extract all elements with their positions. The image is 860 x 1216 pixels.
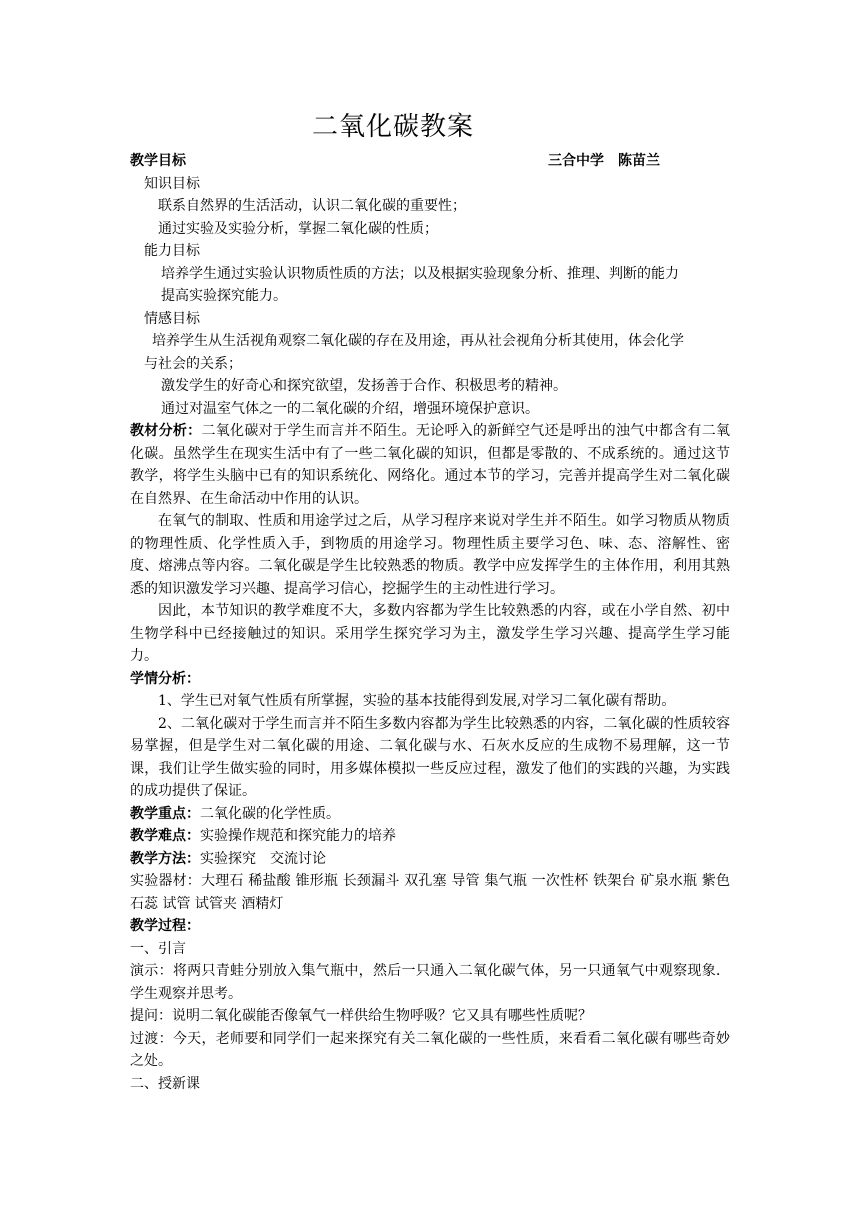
difficulty-line bbox=[130, 825, 730, 848]
school-author: 三合中学 陈苗兰 bbox=[548, 153, 660, 169]
material-analysis-paragraph-1 bbox=[130, 420, 730, 510]
emotion-item-1b: 与社会的关系； bbox=[144, 355, 242, 372]
ability-item-1b: 提高实验探究能力。 bbox=[161, 288, 287, 304]
section-introduction: 一、引言 bbox=[130, 940, 186, 957]
difficulty-label: 教学难点： bbox=[130, 828, 200, 844]
method-label: 教学方法： bbox=[130, 850, 200, 867]
material-analysis-label: 教材分析： bbox=[130, 423, 202, 439]
knowledge-item-1: 联系自然界的生活活动，认识二氧化碳的重要性； bbox=[158, 198, 466, 214]
difficulty-text: 实验操作规范和探究能力的培养 bbox=[200, 828, 396, 844]
emotion-item-2: 激发学生的好奇心和探究欲望，发扬善于合作、积极思考的精神。 bbox=[161, 378, 567, 394]
objectives-header-line bbox=[130, 150, 730, 173]
knowledge-heading: 知识目标 bbox=[144, 175, 200, 192]
material-analysis-paragraph-2: 在氧气的制取、性质和用途学过之后，从学习程序来说对学生并不陌生。如学习物质从物质的物理性质、化学性质入手，到物质的用途学习。物理性质主要学习色、味、态、溶解性、密度、熔沸点等内容。二氧化碳是学生比较熟悉的物质。教学中应发挥学生的主体作用，利用其熟悉的知识激发学习兴趣、提高学习信心，挖掘学生的主动性进行学习。 bbox=[130, 513, 730, 597]
document-title: 二氧化碳教案 bbox=[312, 112, 475, 142]
emotion-item-3: 通过对温室气体之一的二氧化碳的介绍，增强环境保护意识。 bbox=[161, 400, 539, 417]
student-analysis-item-2: 2、二氧化碳对于学生而言并不陌生多数内容都为学生比较熟悉的内容，二氧化碳的性质较容易掌握，但是学生对二氧化碳的用途、二氧化碳与水、石灰水反应的生成物不易理解，这一节课，我们让学生做实验的同时，用多媒体模拟一些反应过程，激发了他们的实践的兴趣，为实践的成功提供了保证。 bbox=[130, 715, 730, 799]
document-body bbox=[130, 150, 730, 1095]
objectives-heading: 教学目标 bbox=[130, 153, 186, 169]
knowledge-item-2: 通过实验及实验分析，掌握二氧化碳的性质； bbox=[158, 220, 438, 237]
equipment-paragraph bbox=[130, 870, 730, 915]
section-new-lesson: 二、授新课 bbox=[130, 1075, 200, 1092]
process-label: 教学过程： bbox=[130, 918, 200, 934]
ability-heading: 能力目标 bbox=[144, 243, 200, 259]
demo-paragraph: 演示：将两只青蛙分别放入集气瓶中，然后一只通入二氧化碳气体，另一只通氧气中观察现象．学生观察并思考。 bbox=[130, 963, 730, 1002]
student-analysis-label: 学情分析： bbox=[130, 670, 200, 687]
emotion-heading: 情感目标 bbox=[144, 310, 200, 327]
material-analysis-paragraph-3: 因此，本节知识的教学难度不大，多数内容都为学生比较熟悉的内容，或在小学自然、初中生物学科中已经接触过的知识。采用学生探究学习为主，激发学生学习兴趣、提高学生学习能力。 bbox=[130, 603, 730, 664]
key-point-line bbox=[130, 803, 730, 826]
equipment-text: 大理石 稀盐酸 锥形瓶 长颈漏斗 双孔塞 导管 集气瓶 一次性杯 铁架台 矿泉水瓶 紫色石蕊 试管 试管夹 酒精灯 bbox=[130, 873, 731, 912]
emotion-item-1a: 培养学生从生活视角观察二氧化碳的存在及用途，再从社会视角分析其使用，体会化学 bbox=[152, 333, 684, 349]
ability-item-1a: 培养学生通过实验认识物质性质的方法；以及根据实验现象分析、推理、判断的能力 bbox=[161, 265, 679, 282]
key-point-text: 二氧化碳的化学性质。 bbox=[200, 805, 340, 822]
material-analysis-text-1: 二氧化碳对于学生而言并不陌生。无论呼入的新鲜空气还是呼出的浊气中都含有二氧化碳。虽然学生在现实生活中有了一些二氧化碳的知识，但都是零散的、不成系统的。通过这节教学，将学生头脑中已有的知识系统化、网络化。通过本节的学习，完善并提高学生对二氧化碳在自然界、在生命活动中作用的认识。 bbox=[130, 423, 731, 507]
method-line bbox=[130, 848, 730, 871]
student-analysis-item-1: 1、学生已对氧气性质有所掌握，实验的基本技能得到发展,对学习二氧化碳有帮助。 bbox=[158, 693, 676, 709]
method-text: 实验探究 交流讨论 bbox=[200, 850, 326, 867]
key-point-label: 教学重点： bbox=[130, 805, 200, 822]
transition-paragraph: 过渡：今天，老师要和同学们一起来探究有关二氧化碳的一些性质，来看看二氧化碳有哪些奇妙之处。 bbox=[130, 1030, 730, 1069]
equipment-label: 实验器材： bbox=[130, 873, 201, 889]
question-paragraph: 提问：说明二氧化碳能否像氧气一样供给生物呼吸？它又具有哪些性质呢？ bbox=[130, 1008, 592, 1024]
